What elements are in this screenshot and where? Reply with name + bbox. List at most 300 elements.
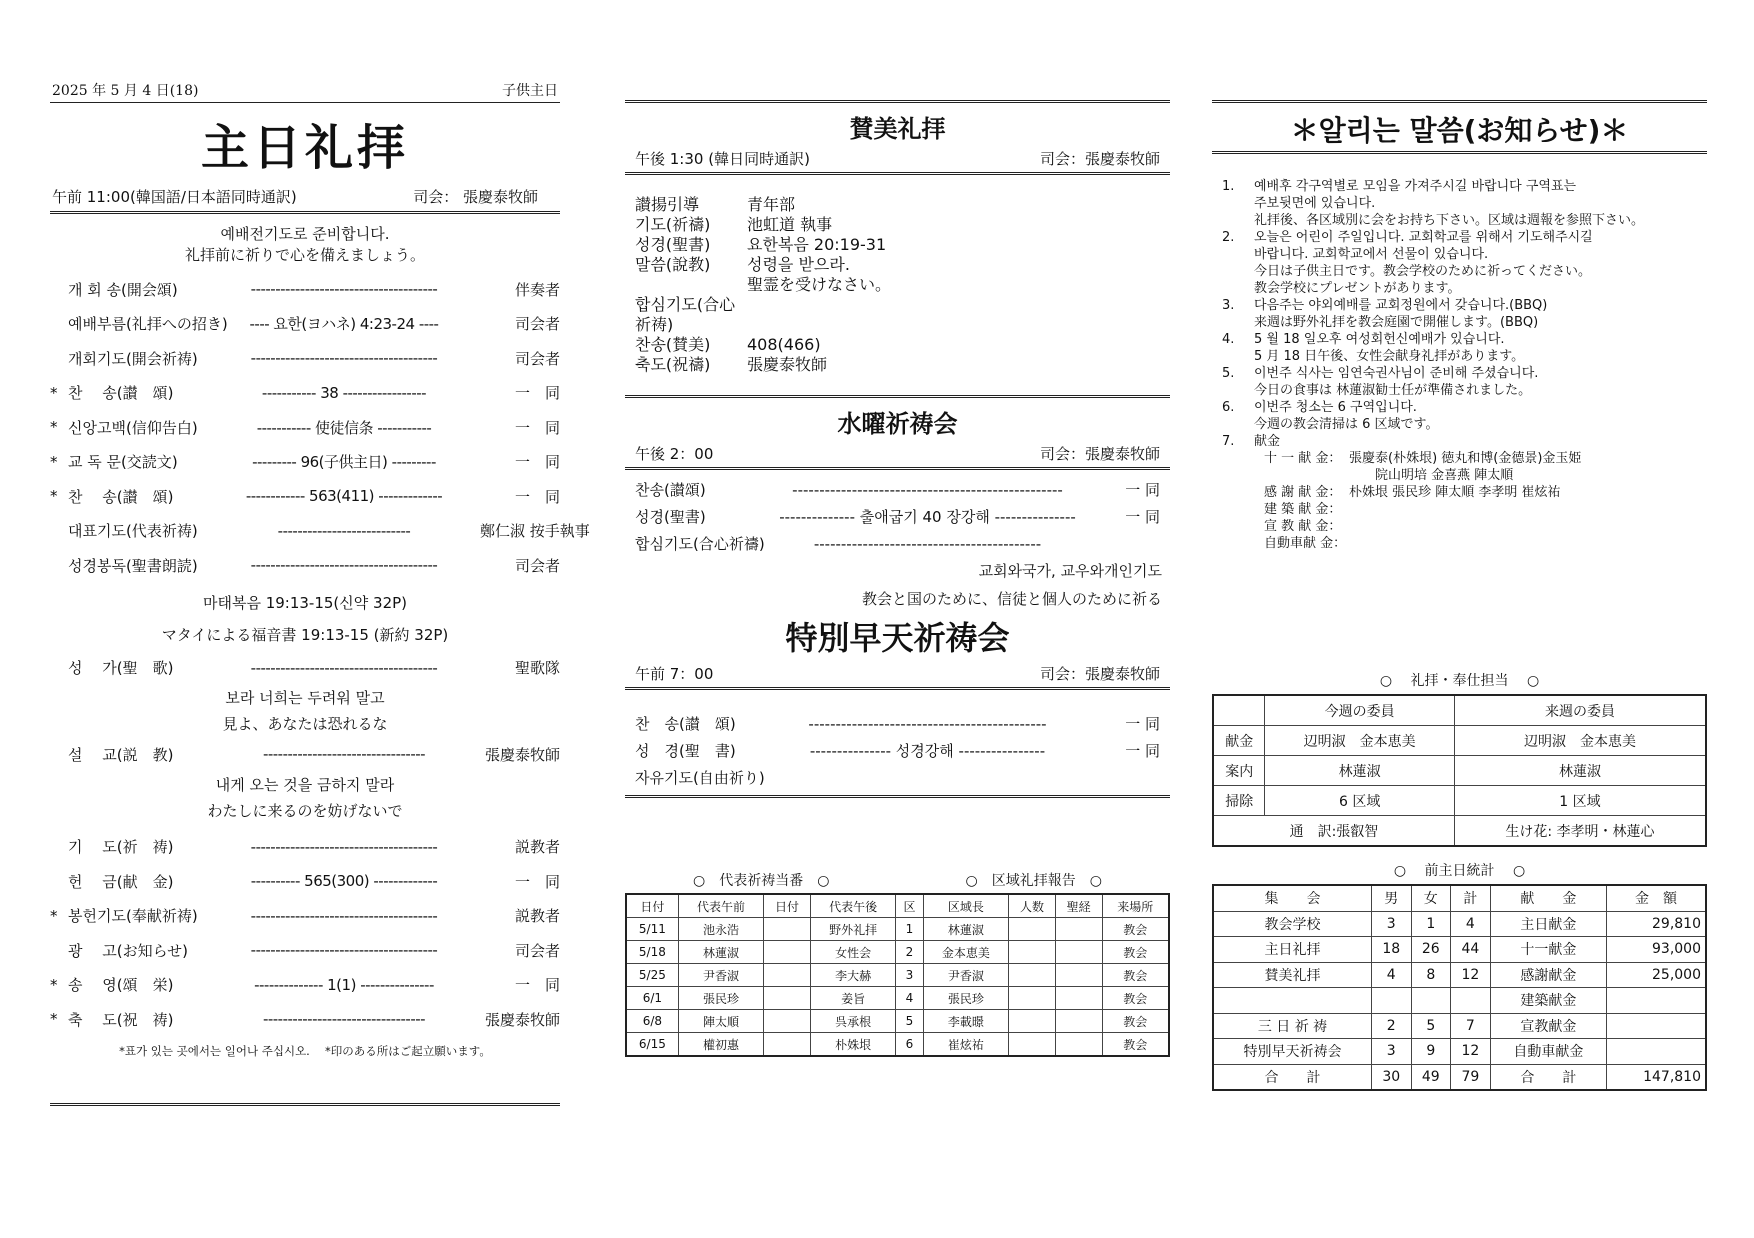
stats-cell: [1607, 1013, 1706, 1039]
region-report-cell: 4: [896, 987, 923, 1010]
stats-cell: 特別早天祈祷会: [1213, 1039, 1371, 1065]
stats-cell: 4: [1451, 911, 1491, 937]
region-report-header: 人数: [1009, 894, 1056, 918]
bottom-tables: [625, 870, 1170, 1057]
stats-cell: 25,000: [1607, 962, 1706, 988]
region-report-header: 区: [896, 894, 923, 918]
stats-cell: 8: [1411, 962, 1451, 988]
stats-cell: 自動車献金: [1490, 1039, 1606, 1065]
notice-number: 1.: [1222, 179, 1235, 194]
order-item-leader: 一 同: [514, 453, 560, 472]
stats-cell: 合 計: [1490, 1064, 1606, 1090]
notice-body: [1254, 178, 1707, 229]
donation-type: [1264, 467, 1349, 484]
notice-line: 오늘은 어린이 주일입니다. 교회학교를 위해서 기도해주시길: [1254, 230, 1593, 245]
notice-line: 예배후 각구역별로 모임을 가져주시길 바랍니다 구역표는: [1254, 179, 1577, 194]
stats-header: 献 金: [1490, 885, 1606, 911]
wednesday-item-detail: --------------------------------------------------: [792, 480, 1063, 499]
region-report-cell: 林蓮淑: [923, 918, 1008, 941]
stats-cell: 合 計: [1213, 1064, 1371, 1090]
prayer-duty-cell: 5/11: [626, 918, 678, 941]
prayer-duty-cell: 李大赫: [810, 964, 895, 987]
dawn-item-detail: --------------- 성경강해 ----------------: [809, 742, 1046, 760]
prayer-duty-cell: 權初惠: [678, 1033, 763, 1057]
duty-cell: 辺明淑 金本恵美: [1454, 726, 1706, 756]
page-title: 主日礼拝: [200, 120, 409, 176]
stats-cell: 賛美礼拝: [1213, 962, 1371, 988]
prayer-duty-cell: [764, 1033, 811, 1057]
notice-number: 6.: [1222, 400, 1235, 415]
stats-row: [1213, 1064, 1706, 1090]
order-item-detail: ---------------------------------: [262, 745, 426, 764]
donation-type: 宣 教 献 金：: [1264, 519, 1342, 534]
stats-cell: [1607, 988, 1706, 1014]
dawn-item-label: 찬 송(讃 頌): [635, 715, 736, 733]
donation-row: [1264, 518, 1707, 535]
worship-row: [50, 864, 560, 899]
stats-cell: 1: [1411, 911, 1451, 937]
section-divider: [625, 395, 1170, 398]
region-report-cell: [1009, 1033, 1056, 1057]
worship-row: [50, 479, 560, 514]
notice-line: 바랍니다. 교회학교에서 선물이 있습니다.: [1254, 247, 1489, 262]
stats-cell: 4: [1371, 962, 1411, 988]
order-item-leader: 一 同: [514, 418, 560, 437]
prep-ja: 礼拝前に祈りで心を備えましょう。: [184, 246, 425, 264]
duty-cell: 案内: [1213, 756, 1265, 786]
duty-row: [1213, 786, 1706, 816]
stats-cell: 主日献金: [1490, 911, 1606, 937]
prayer-duty-cell: [764, 918, 811, 941]
notice-line: 주보뒷면에 있습니다.: [1254, 196, 1376, 211]
order-item-detail: ---------------------------------: [262, 1010, 426, 1029]
stats-cell: 建築献金: [1490, 988, 1606, 1014]
donation-names: 朴姝垠 張民珍 陣太順 李孝明 崔炫祐: [1349, 485, 1561, 500]
duty-cell: 6 区域: [1265, 786, 1455, 816]
duty-header: 来週の委員: [1454, 695, 1706, 726]
required-stand-mark: *: [50, 418, 58, 437]
sermon-ja: わたしに来るのを妨げないで: [207, 801, 403, 820]
interpreter: 通 訳:張叡智: [1213, 816, 1454, 847]
wednesday-item-label: 합심기도(合心祈禱): [635, 535, 765, 553]
wednesday-item-label: 성경(聖書): [635, 508, 706, 526]
stats-cell: 9: [1411, 1039, 1451, 1065]
dawn-time-line: [625, 663, 1170, 690]
order-item-leader: 司会者: [514, 941, 560, 960]
worship-row: [50, 548, 560, 583]
order-item-detail: ------------ 563(411) -------------: [245, 487, 443, 506]
notice-line: 今日の食事は 林蓮淑勧士任が準備されました。: [1254, 383, 1532, 398]
stats-cell: 宣教献金: [1490, 1013, 1606, 1039]
donation-row: [1264, 535, 1707, 552]
region-report-cell: 3: [896, 964, 923, 987]
table-row: [626, 1010, 1169, 1033]
wednesday-item-label: 찬송(讃頌): [635, 481, 706, 499]
table-row: [626, 964, 1169, 987]
duty-cell: 辺明淑 金本恵美: [1265, 726, 1455, 756]
duty-cell: 掃除: [1213, 786, 1265, 816]
prayer-duty-cell: 6/8: [626, 1010, 678, 1033]
prayer-duty-cell: 陣太順: [678, 1010, 763, 1033]
order-item-leader: 司会者: [514, 556, 560, 575]
region-report-cell: [1009, 964, 1056, 987]
table-row: [626, 987, 1169, 1010]
duty-cell: 林蓮淑: [1265, 756, 1455, 786]
region-report-cell: [1055, 918, 1102, 941]
prayer-duty-header: 日付: [626, 894, 678, 918]
prep-message: [50, 224, 560, 266]
duty-footer-row: [1213, 816, 1706, 847]
required-stand-mark: *: [50, 975, 58, 994]
order-item-leader: 伴奏者: [514, 280, 560, 299]
worship-order-part-a: [50, 272, 590, 583]
wednesday-item: [635, 530, 1160, 557]
dawn-item: [635, 710, 1160, 737]
region-report-cell: 金本恵美: [923, 941, 1008, 964]
dawn-item-detail: --------------------------------------------: [808, 714, 1047, 733]
order-item-label: 찬 송(讃 頌): [68, 487, 174, 506]
region-report-cell: 5: [896, 1010, 923, 1033]
region-report-header: 聖経: [1055, 894, 1102, 918]
required-stand-mark: *: [50, 906, 58, 925]
notice-line: 이번주 식사는 임연숙권사님이 준비해 주셨습니다.: [1254, 366, 1539, 381]
wednesday-order: [625, 470, 1170, 557]
region-report-header: 区域長: [923, 894, 1008, 918]
stats-cell: [1451, 988, 1491, 1014]
stats-section: [1212, 860, 1707, 1091]
praise-item-value: 青年部: [747, 195, 796, 214]
flowers: 生け花: 李孝明・林蓮心: [1454, 816, 1706, 847]
order-item-leader: 一 同: [514, 976, 560, 995]
region-report-header: 来場所: [1102, 894, 1169, 918]
praise-item-value: 요한복음 20:19-31: [747, 235, 887, 254]
notice-item: [1222, 433, 1707, 450]
order-item-detail: -------------- 1(1) ---------------: [254, 975, 434, 994]
worship-row: [50, 514, 590, 549]
prayer-duty-cell: [764, 964, 811, 987]
notice-line: 이번주 청소는 6 구역입니다.: [1254, 400, 1417, 415]
stats-header: 女: [1411, 885, 1451, 911]
notice-number: 7.: [1222, 434, 1235, 449]
order-item-detail: --------------------------------------: [250, 906, 438, 925]
stats-cell: 5: [1411, 1013, 1451, 1039]
service-time-line: [50, 184, 560, 214]
order-item-label: 기 도(祈 祷): [68, 838, 174, 857]
region-report-cell: [1055, 941, 1102, 964]
prayer-duty-cell: 池永浩: [678, 918, 763, 941]
order-item-label: 교 독 문(交読文): [68, 453, 178, 472]
notice-line: 今週の教会清掃は 6 区域です。: [1254, 417, 1439, 432]
top-divider: [625, 100, 1170, 103]
notice-line: 5 月 18 日午後、女性会献身礼拝があります。: [1254, 349, 1525, 364]
stats-header: 計: [1451, 885, 1491, 911]
order-item-detail: --------------------------------------: [250, 658, 438, 677]
praise-item-label: [635, 275, 747, 295]
stats-cell: [1213, 988, 1371, 1014]
notice-line: 礼拝後、各区域別に会をお持ち下さい。区域は週報を参照下さい。: [1254, 213, 1645, 228]
order-item-detail: --------- 96(子供主日) ---------: [252, 453, 436, 472]
order-item-leader: 一 同: [514, 487, 560, 506]
praise-item-label: 기도(祈禱): [635, 215, 711, 234]
stats-cell: 7: [1451, 1013, 1491, 1039]
stats-row: [1213, 937, 1706, 963]
duty-row: [1213, 726, 1706, 756]
praise-item: [635, 255, 1160, 275]
date-line: [50, 80, 560, 103]
stats-row: [1213, 1039, 1706, 1065]
prayer-duty-header: 代表午後: [810, 894, 895, 918]
stats-cell: 十一献金: [1490, 937, 1606, 963]
dawn-time: 午前 7：00: [635, 665, 714, 683]
notice-line: 来週は野外礼拝を教会庭園で開催します。(BBQ): [1254, 315, 1539, 330]
region-report-cell: [1055, 964, 1102, 987]
service-duty-table: [1212, 694, 1707, 847]
stats-cell: 44: [1451, 937, 1491, 963]
footnote: *표가 있는 곳에서는 일어나 주십시오. *印のある所はご起立願います。: [119, 1043, 491, 1058]
order-item-detail: ---------------------------: [277, 521, 411, 540]
required-stand-mark: *: [50, 452, 58, 471]
region-report-cell: [1055, 1010, 1102, 1033]
order-item-label: 헌 금(献 金): [68, 872, 174, 891]
order-item-label: 개 회 송(開会頌): [68, 280, 178, 299]
praise-title: 賛美礼拝: [849, 115, 946, 143]
praise-item-value: 張慶泰牧師: [747, 355, 828, 374]
prayer-topic-ko: 교회와국가, 교우와개인기도: [978, 562, 1162, 580]
region-report-cell: [1009, 941, 1056, 964]
stats-header-row: [1213, 885, 1706, 911]
dawn-order: [625, 690, 1170, 791]
prayer-duty-region-table: [625, 893, 1170, 1057]
notice-item: [1222, 399, 1707, 433]
order-item-detail: --------------------------------------: [250, 280, 438, 299]
stats-row: [1213, 988, 1706, 1014]
notices-list: [1212, 154, 1707, 450]
stats-cell: 主日礼拝: [1213, 937, 1371, 963]
stats-cell: 2: [1371, 1013, 1411, 1039]
praise-item: [635, 335, 1160, 355]
order-item-label: 성경봉독(聖書朗読): [68, 556, 198, 575]
worship-row: [50, 830, 560, 865]
dawn-presider: 司会：張慶泰牧師: [1039, 665, 1160, 683]
wednesday-item: [635, 476, 1160, 503]
notice-line: 今日は子供主日です。教会学校のために祈ってください。: [1254, 264, 1591, 279]
region-report-cell: 教会: [1102, 987, 1169, 1010]
prayer-duty-cell: 女性会: [810, 941, 895, 964]
donation-row: [1264, 450, 1707, 467]
choir-ja: 見よ、あなたは恐れるな: [222, 715, 388, 733]
praise-order: [625, 175, 1170, 375]
region-report-cell: 1: [896, 918, 923, 941]
dawn-item-leader: 一 同: [1125, 715, 1160, 733]
praise-time-line: [625, 148, 1170, 175]
order-item-leader: 張慶泰牧師: [484, 1010, 560, 1029]
stats-cell: 49: [1411, 1064, 1451, 1090]
dawn-item: [635, 764, 1160, 791]
table-row: [626, 1033, 1169, 1057]
order-item-detail: ---------- 565(300) -------------: [250, 872, 438, 891]
other-services-column: [625, 80, 1170, 1052]
prayer-duty-header: 日付: [764, 894, 811, 918]
prayer-duty-caption: ○ 代表祈祷当番 ○: [693, 873, 830, 889]
order-item-label: 송 영(頌 栄): [68, 976, 174, 995]
prayer-duty-cell: [764, 1010, 811, 1033]
stats-row: [1213, 911, 1706, 937]
stats-cell: 12: [1451, 962, 1491, 988]
sunday-type: 子供主日: [502, 83, 558, 99]
wednesday-prayer-topics: [625, 557, 1170, 613]
stats-cell: 30: [1371, 1064, 1411, 1090]
order-item-detail: --------------------------------------: [250, 349, 438, 368]
order-item-leader: 説教者: [514, 838, 560, 857]
wednesday-item-leader: 一 同: [1125, 508, 1160, 526]
worship-order-part-b: [50, 830, 560, 1037]
order-item-leader: 聖歌隊: [514, 659, 560, 678]
region-report-cell: 尹香淑: [923, 964, 1008, 987]
dawn-item: [635, 737, 1160, 764]
region-report-cell: 崔炫祐: [923, 1033, 1008, 1057]
wednesday-presider: 司会：張慶泰牧師: [1039, 445, 1160, 463]
order-item-leader: 張慶泰牧師: [484, 745, 560, 764]
region-report-cell: [1009, 987, 1056, 1010]
prayer-duty-cell: 張民珍: [678, 987, 763, 1010]
notices-title: ＊알리는 말씀(お知らせ)＊: [1290, 114, 1629, 147]
donation-row: [1264, 501, 1707, 518]
stats-header: 金 額: [1607, 885, 1706, 911]
prayer-duty-cell: 5/18: [626, 941, 678, 964]
wednesday-item-leader: 一 同: [1125, 481, 1160, 499]
dawn-item-leader: 一 同: [1125, 742, 1160, 760]
stats-cell: 教会学校: [1213, 911, 1371, 937]
table-row: [626, 941, 1169, 964]
worship-row: [50, 737, 560, 772]
service-duty-section: [1212, 670, 1707, 847]
notice-body: [1254, 433, 1707, 450]
duty-cell: 林蓮淑: [1454, 756, 1706, 786]
required-stand-mark: *: [50, 1010, 58, 1029]
wednesday-item: [635, 503, 1160, 530]
service-duty-caption: ○ 礼拝・奉仕担当 ○: [1379, 673, 1540, 689]
prayer-duty-cell: 6/15: [626, 1033, 678, 1057]
praise-item-value: 池虹道 執事: [747, 215, 833, 234]
prayer-duty-cell: 林蓮淑: [678, 941, 763, 964]
notice-line: 教会学校にプレゼントがあります。: [1254, 281, 1461, 296]
presider: 司会： 張慶泰牧師: [413, 188, 538, 206]
region-report-cell: 教会: [1102, 941, 1169, 964]
prep-ko: 예배전기도로 준비합니다.: [220, 225, 390, 243]
praise-presider: 司会：張慶泰牧師: [1039, 150, 1160, 168]
worship-row: [50, 445, 560, 480]
sunday-service-column: [50, 80, 590, 1106]
region-report-cell: 2: [896, 941, 923, 964]
stats-header: 集 会: [1213, 885, 1371, 911]
wednesday-time: 午後 2：00: [635, 445, 714, 463]
region-report-cell: [1055, 1033, 1102, 1057]
notices-column: [1212, 80, 1707, 1086]
notice-body: [1254, 399, 1707, 433]
order-item-detail: ----------- 使徒信条 -----------: [256, 418, 432, 437]
donation-type: 感 謝 献 金：: [1264, 485, 1342, 500]
order-item-leader: 司会者: [514, 349, 560, 368]
notice-number: 3.: [1222, 298, 1235, 313]
order-item-leader: 司会者: [514, 315, 560, 334]
notice-number: 4.: [1222, 332, 1235, 347]
prayer-duty-cell: 朴姝垠: [810, 1033, 895, 1057]
notice-item: [1222, 365, 1707, 399]
region-report-cell: 教会: [1102, 1010, 1169, 1033]
order-item-detail: --------------------------------------: [250, 837, 438, 856]
order-item-label: 예배부름(礼拝への招き): [68, 315, 228, 334]
stats-cell: 29,810: [1607, 911, 1706, 937]
notice-line: 다음주는 야외예배를 교회정원에서 갖습니다.(BBQ): [1254, 298, 1548, 313]
worship-row: [50, 307, 560, 342]
praise-item-label: 성경(聖書): [635, 235, 711, 254]
choir-ko: 보라 너희는 두려워 말고: [225, 689, 385, 707]
duty-header: [1213, 695, 1265, 726]
worship-row: [50, 341, 560, 376]
region-report-cell: [1055, 987, 1102, 1010]
notice-number: 5.: [1222, 366, 1235, 381]
order-item-label: 찬 송(讃 頌): [68, 384, 174, 403]
notice-body: [1254, 297, 1707, 331]
praise-item: [635, 355, 1160, 375]
prayer-duty-cell: [764, 987, 811, 1010]
bottom-divider: [50, 1103, 560, 1106]
region-report-cell: 教会: [1102, 918, 1169, 941]
scripture-ko: 마태복음 19:13-15(신약 32P): [202, 593, 408, 612]
stats-cell: [1607, 1039, 1706, 1065]
notice-item: [1222, 297, 1707, 331]
order-item-label: 개회기도(開会祈祷): [68, 349, 198, 368]
region-report-cell: 教会: [1102, 964, 1169, 987]
prayer-duty-cell: 尹香淑: [678, 964, 763, 987]
wednesday-item-detail: -------------- 출애굽기 40 장강해 ---------------: [779, 508, 1076, 526]
worship-row: [50, 272, 560, 307]
worship-row: [50, 899, 560, 934]
donation-names: 院山明培 金喜燕 陣太順: [1349, 468, 1514, 483]
duty-cell: 1 区域: [1454, 786, 1706, 816]
praise-item-label: 讃揚引導: [635, 195, 700, 214]
praise-item-label: 합심기도(合心祈祷): [635, 295, 736, 334]
donation-type: 十 一 献 金：: [1264, 451, 1342, 466]
order-item-leader: 一 同: [514, 872, 560, 891]
praise-item-label: 말씀(說教): [635, 255, 711, 274]
order-item-leader: 鄭仁淑 按手執事: [480, 522, 590, 541]
region-report-caption: ○ 区域礼拝報告 ○: [965, 873, 1102, 889]
table-row: [626, 918, 1169, 941]
order-item-label: 설 교(説 教): [68, 745, 174, 764]
donation-type: 建 築 献 金：: [1264, 502, 1342, 517]
prayer-duty-header: 代表午前: [678, 894, 763, 918]
duty-header: 今週の委員: [1265, 695, 1455, 726]
wednesday-time-line: [625, 443, 1170, 470]
stats-row: [1213, 1013, 1706, 1039]
table-captions: [625, 870, 1170, 890]
worship-row: [50, 1002, 560, 1037]
service-time: 午前 11:00(韓国語/日本語同時通訳): [52, 188, 297, 206]
order-item-label: 봉헌기도(奉献祈祷): [68, 907, 198, 926]
choir-title: [50, 685, 560, 737]
praise-item: [635, 295, 1160, 335]
praise-item-value: 성령을 받으라.: [747, 255, 850, 274]
dawn-item-label: 성 경(聖 書): [635, 742, 736, 760]
order-item-leader: 説教者: [514, 907, 560, 926]
region-report-cell: 李載暻: [923, 1010, 1008, 1033]
dawn-item-label: 자유기도(自由祈り): [635, 769, 765, 787]
stats-row: [1213, 962, 1706, 988]
order-item-detail: --------------------------------------: [250, 941, 438, 960]
worship-row: [50, 933, 560, 968]
stats-cell: 147,810: [1607, 1064, 1706, 1090]
